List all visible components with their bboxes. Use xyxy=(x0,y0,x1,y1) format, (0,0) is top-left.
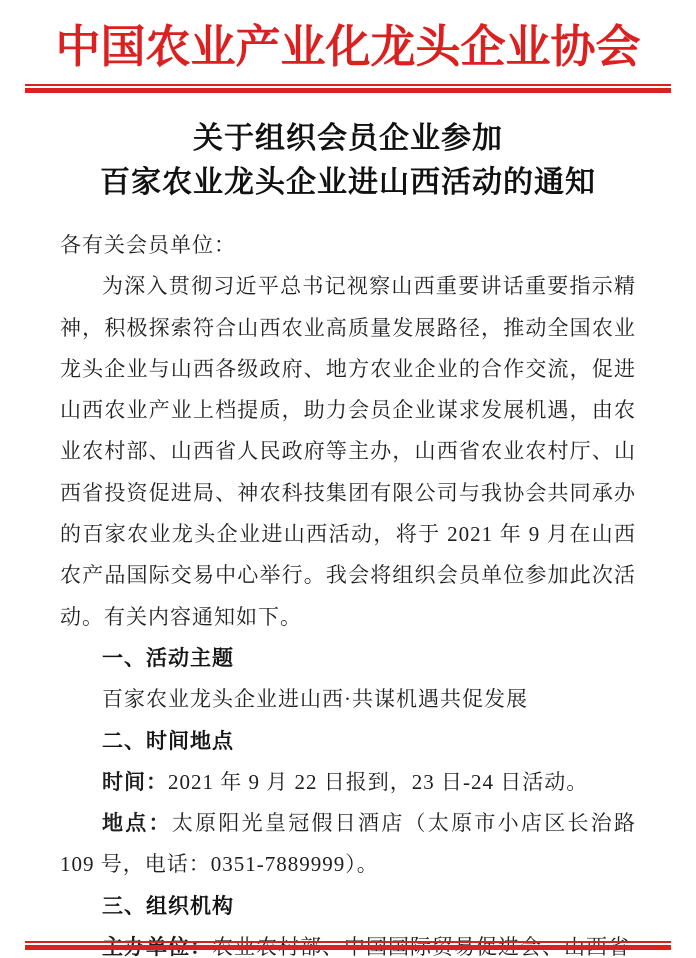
document-title xyxy=(0,117,696,205)
section-paragraph xyxy=(60,762,636,803)
section-heading-organizers: 三、组织机构 xyxy=(102,894,234,918)
salutation: 各有关会员单位： xyxy=(60,233,236,257)
section-heading-activity-theme: 一、活动主题 xyxy=(102,646,234,670)
footer-rule xyxy=(25,941,671,950)
paragraph-text: 2021 年 9 月 22 日报到，23 日-24 日活动。 xyxy=(168,769,589,794)
section-paragraph xyxy=(60,803,636,886)
section-heading-time-place: 二、时间地点 xyxy=(102,729,234,753)
paragraph-label-host: 主办单位： xyxy=(102,935,212,958)
paragraph-text: 太原阳光皇冠假日酒店（太原市小店区长治路 109 号，电话：0351-7889999）。 xyxy=(60,811,637,877)
section-paragraph xyxy=(60,679,636,720)
letterhead-org-name: 中国农业产业化龙头企业协会 xyxy=(55,22,641,72)
intro-paragraph: 为深入贯彻习近平总书记视察山西重要讲话重要指示精神，积极探索符合山西农业高质量发展路径，推动全国农业龙头企业与山西各级政府、地方农业企业的合作交流，促进山西农业产业上档提质，助力会员企业谋求发展机遇，由农业农村部、山西省人民政府等主办，山西省农业农村厅、山西省投资促进局、神农科技集团有限公司与我协会共同承办的百家农业龙头企业进山西活动，将于 2021 年 9 月在山西农产品国际交易中心举行。我会将组织会员单位参加此次活动。有关内容通知如下。 xyxy=(60,274,636,629)
paragraph-label-time: 时间： xyxy=(102,769,168,794)
document-body xyxy=(60,225,636,958)
paragraph-text: 农业农村部、中国国际贸易促进会、山西省 xyxy=(212,935,630,958)
document-title-line2: 百家农业龙头企业进山西活动的通知 xyxy=(100,166,596,199)
document-title-line1: 关于组织会员企业参加 xyxy=(193,122,503,155)
paragraph-text: 百家农业龙头企业进山西·共谋机遇共促发展 xyxy=(102,687,528,712)
paragraph-label-place: 地点： xyxy=(102,811,172,836)
letterhead-rule xyxy=(25,84,671,93)
